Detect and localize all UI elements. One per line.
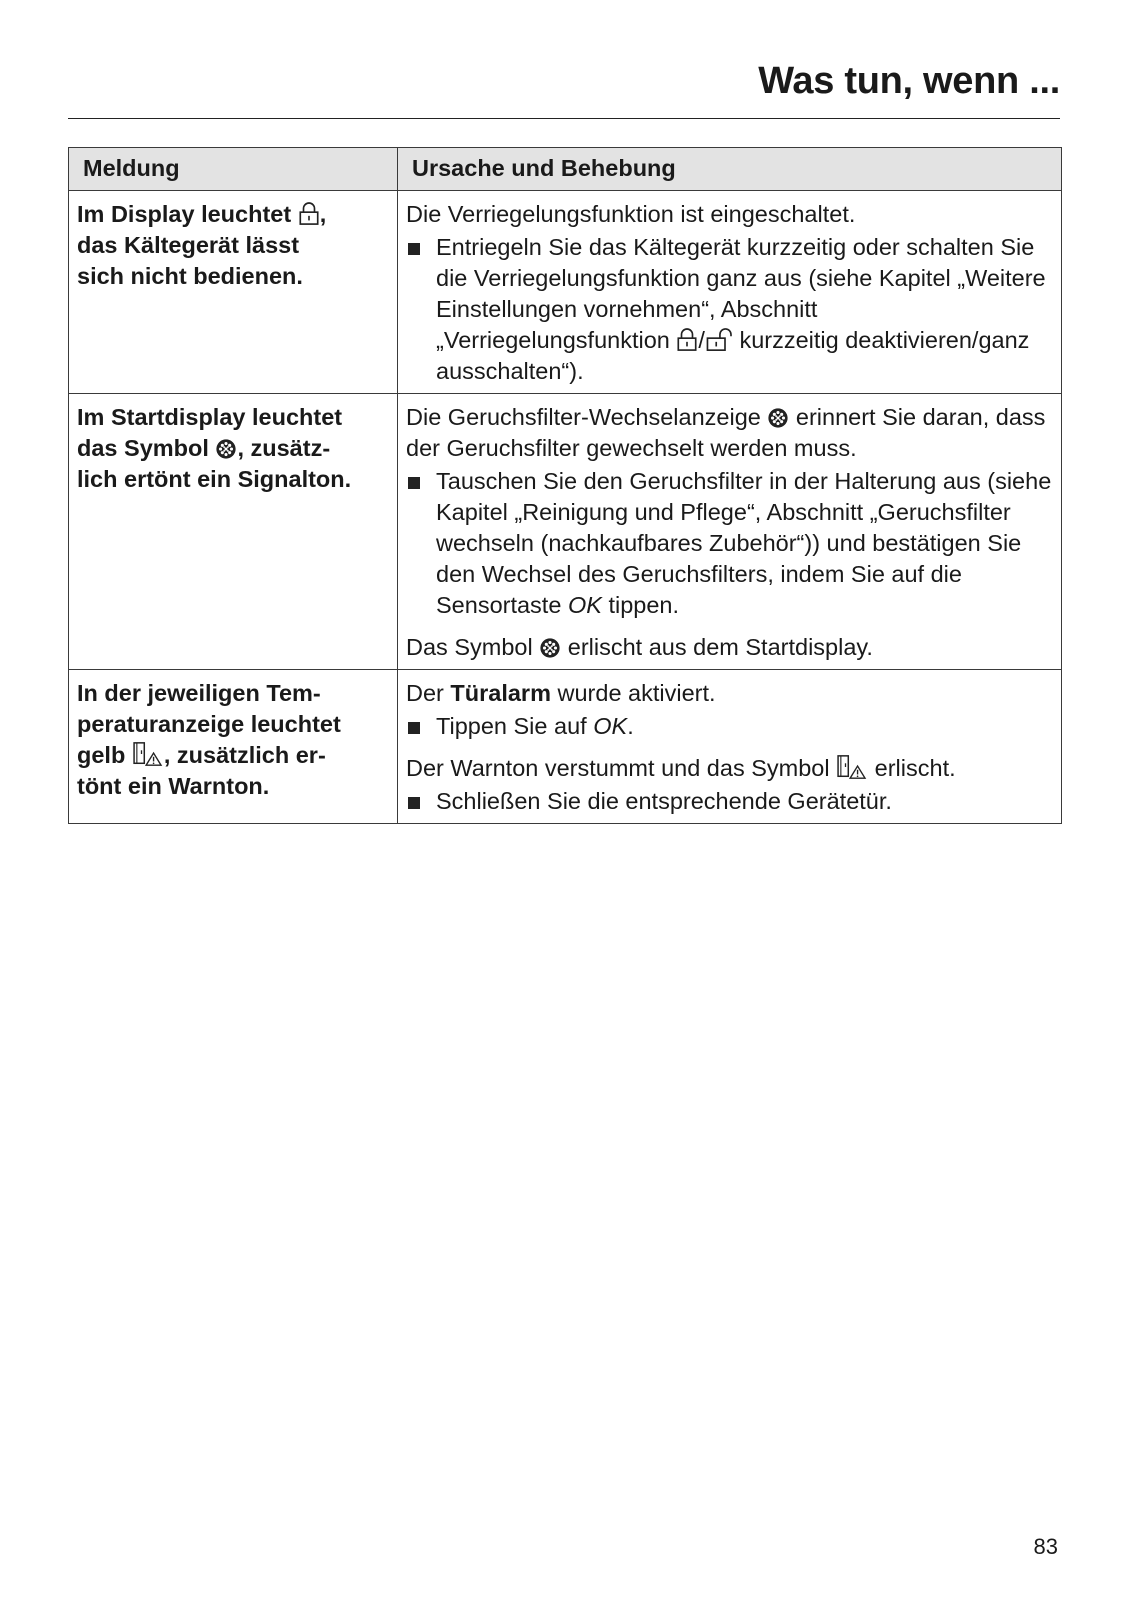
list-item (406, 232, 1053, 387)
troubleshooting-table (68, 147, 1062, 824)
bullet-mark (406, 232, 436, 387)
message-cell (69, 394, 398, 670)
instruction-text: kurzzeitig deaktivieren/ganz ausschalten“). (436, 327, 1030, 384)
cause-text-part: Die Geruchsfilter-Wechselanzeige (406, 404, 761, 430)
title-divider (68, 118, 1060, 119)
sensor-key-label: OK (593, 713, 628, 739)
table-header-row (69, 148, 1062, 191)
message-cell (69, 670, 398, 824)
cause-text (406, 402, 1053, 464)
odour-filter-icon (215, 438, 237, 460)
cause-cell (398, 191, 1062, 394)
message-text: , zusätz- lich ertönt ein Signalton. (77, 435, 352, 492)
instruction-text: Schließen Sie die entsprechende Gerätetür. (436, 788, 892, 814)
bullet-mark (406, 711, 436, 742)
door-alarm-term: Türalarm (450, 680, 551, 706)
odour-filter-icon (767, 407, 789, 429)
table-row (69, 670, 1062, 824)
result-text (406, 753, 1053, 784)
table-row (69, 394, 1062, 670)
result-text-part: Das Symbol (406, 634, 533, 660)
page-number: 83 (1033, 1534, 1058, 1559)
table-row (69, 191, 1062, 394)
instruction-text: . (627, 713, 634, 739)
instruction-text: Entriegeln Sie das Kältegerät kurzzeitig oder schalten Sie die Verriegelungsfunktion ganz aus (siehe Kapitel „Weitere Einstellungen vornehmen“, Abschnitt „Verriegelungsfunktion (436, 234, 1046, 353)
cause-text-part: erinnert Sie daran, dass der Geruchsfilter gewechselt werden muss. (406, 404, 1046, 461)
message-text: Im Display leuchtet (77, 201, 292, 227)
unlock-icon (705, 328, 733, 352)
message-cell (69, 191, 398, 394)
page-title: Was tun, wenn ... (758, 60, 1060, 102)
lock-icon (298, 202, 320, 226)
door-alarm-icon (836, 754, 868, 780)
bullet-mark (406, 466, 436, 621)
result-text-part: erlischt aus dem Startdisplay. (567, 634, 873, 660)
cause-cell (398, 670, 1062, 824)
message-text: In der jeweiligen Tem- peraturanzeige leuchtet gelb (77, 680, 341, 768)
cause-text-part: wurde aktiviert. (557, 680, 716, 706)
message-text: , zusätzlich er- tönt ein Warnton. (77, 742, 326, 799)
list-item (406, 711, 1053, 742)
list-item (406, 466, 1053, 621)
result-text (406, 632, 1053, 663)
cause-text (406, 678, 1053, 709)
cause-text-part: Der (406, 680, 444, 706)
column-header-message: Meldung (69, 148, 398, 191)
message-text: , das Kältegerät lässt sich nicht bedienen. (77, 201, 327, 289)
odour-filter-icon (539, 637, 561, 659)
lock-icon (676, 328, 698, 352)
column-header-cause: Ursache und Behebung (398, 148, 1062, 191)
result-text-part: erlischt. (874, 755, 956, 781)
instruction-text: Tippen Sie auf (436, 713, 587, 739)
door-alarm-icon (132, 741, 164, 767)
result-text-part: Der Warnton verstummt und das Symbol (406, 755, 830, 781)
bullet-mark (406, 786, 436, 817)
instruction-text: tippen. (608, 592, 679, 618)
cause-cell (398, 394, 1062, 670)
separator-text: / (698, 327, 705, 353)
sensor-key-label: OK (567, 592, 602, 618)
cause-text: Die Verriegelungsfunktion ist eingeschaltet. (406, 201, 856, 227)
instruction-text: Tauschen Sie den Geruchsfilter in der Halterung aus (siehe Kapitel „Reinigung und Pflege“, Abschnitt „Geruchsfilter wechseln (nachkaufbares Zubehör“)) und bestätigen Sie den Wechsel des Geruchsfilters, indem Sie auf die Sensortaste (436, 468, 1052, 618)
list-item (406, 786, 1053, 817)
message-text: Im Startdisplay leuchtet das Symbol (77, 404, 343, 461)
